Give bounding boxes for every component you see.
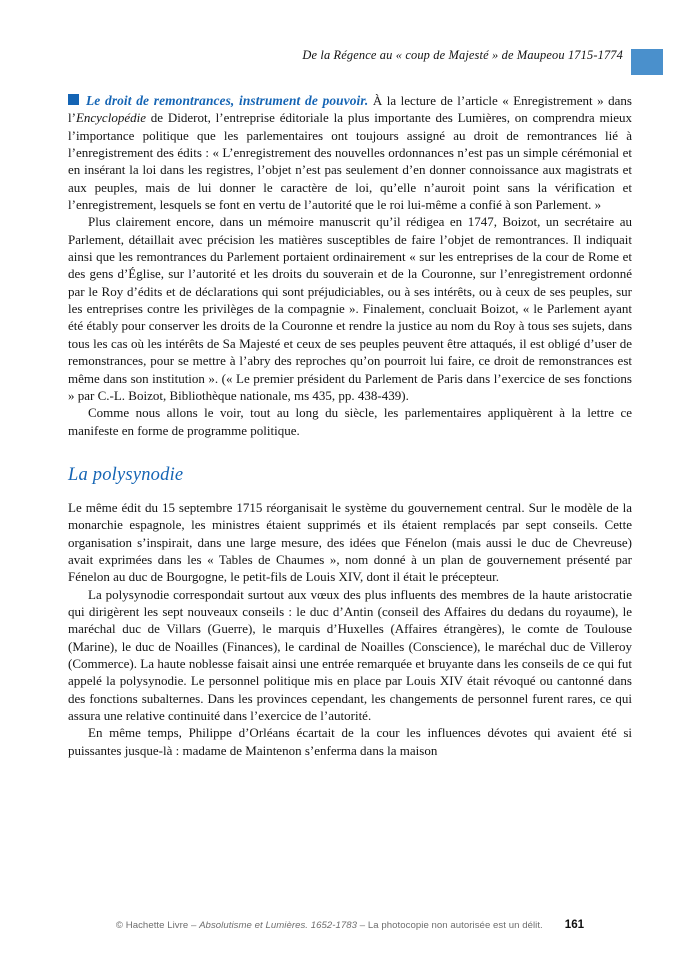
spacer-before-section-heading xyxy=(68,439,632,464)
paragraph-4: Le même édit du 15 septembre 1715 réorganisait le système du gouvernement central. Sur le modèle de la monarchie espagnole, les ministres étaient supprimés et ils étaient remplacés par sept conseils. Cette organisation s’inspirait, dans une large mesure, des idées que Fénelon (mais aussi le duc de Chevreuse) avait exprimées dans les « Tables de Chaumes », nom donné à un plan de gouvernement présenté par Fénelon au duc de Bourgogne, le petit-fils de Louis XIV, dont il était le précepteur. xyxy=(68,499,632,585)
spacer-after-section-heading xyxy=(68,486,632,499)
footer-copyright-suffix: – La photocopie non autorisée est un délit. xyxy=(357,920,543,931)
paragraph-lead xyxy=(68,92,632,213)
paragraph-5: La polysynodie correspondait surtout aux vœux des plus influents des membres de la haute aristocratie qui dirigèrent les sept nouveaux conseils : le duc d’Antin (conseil des Affaires du dedans du royaume), le maréchal duc de Villars (Guerre), le marquis d’Huxelles (Affaires étrangères), le comte de Toulouse (Marine), le duc de Noailles (Finances), le cardinal de Noailles (Conscience), le maréchal duc de Villeroy (Commerce). La haute noblesse faisait ainsi une entrée remarquée et bruyante dans les conseils de ce qui fut appelé la polysynodie. Le personnel politique mis en place par Louis XIV était révoqué ou cantonné dans des fonctions subalternes. Dans les provinces cependant, les changements de personnel furent rares, ce qui assura une relative continuité dans l’exercice de l’autorité. xyxy=(68,586,632,723)
footer-book-title: Absolutisme et Lumières. 1652-1783 xyxy=(199,920,358,931)
footer-copyright-prefix: © Hachette Livre – xyxy=(115,920,200,931)
page-footer xyxy=(68,918,632,931)
paragraph-6: En même temps, Philippe d’Orléans écartait de la cour les influences dévotes qui avaient été si puissantes jusque-là : madame de Maintenon s’enferma dans la maison xyxy=(68,725,632,758)
square-bullet-icon xyxy=(68,94,79,105)
section-heading-polysynodie: La polysynodie xyxy=(68,464,184,485)
paragraph-1-text-a: À la lecture de l’article « Enregistrement » dans l’ xyxy=(68,93,632,126)
footer-copyright xyxy=(116,920,543,931)
encyclopedie-title: Encyclopédie xyxy=(75,110,146,126)
paragraph-1-text-b: de Diderot, l’entreprise éditoriale la plus importante des Lumières, on comprendra mieux l’importance politique que les parlementaires ont toujours assigné au droit de remontrances lié à l’enregistrement des édits : « L’enregistrement des nouvelles ordonnances n’est pas un simple cérémonial et en insérant la loi dans les registres, l’objet n’est pas seulement d’en donner connoissance aux magistrats et aux peuples, mais de lui donner le caractère de loi, qu’elle n’auroit point sans la vérification et l’enregistrement, lesquels se font en vertu de l’autorité que le roi lui-même a confié à son Parlement. » xyxy=(68,110,632,213)
text-column xyxy=(68,92,632,759)
page-number: 161 xyxy=(564,918,585,931)
running-head: De la Régence au « coup de Majesté » de Maupeou 1715-1774 xyxy=(302,48,623,62)
paragraph-3: Comme nous allons le voir, tout au long du siècle, les parlementaires appliquèrent à la lettre ce manifeste en forme de programme politique. xyxy=(68,405,632,438)
lead-heading: Le droit de remontrances, instrument de pouvoir. xyxy=(86,93,369,108)
paragraph-2: Plus clairement encore, dans un mémoire manuscrit qu’il rédigea en 1747, Boizot, un secrétaire au Parlement, détaillait avec précision les matières susceptibles de faire l’objet de remontrances. Il indiquait ainsi que les remontrances du Parlement portaient ordinairement « sur les entreprises de la cour de Rome et des gens d’Église, sur l’autorité et les droits du souverain et de la Couronne, sur l’enregistrement ordonné par le Roy d’édits et de déclarations qui sont préjudiciables, ou à ses intérêts, ou à ceux de ses peuples, sur les entreprises contre les privilèges de la compagnie ». Finalement, concluait Boizot, « le Parlement ayant été étably pour conserver les droits de la Couronne et rendre la justice au nom du Roy à tous ses sujets, dans tous les cas où les intérêts de Sa Majesté et ceux de ses peuples peuvent être attaqués, il est obligé d’user de remonstrances, pour se mettre à l’abry des reproches qu’on pourroit lui faire, ce droit de remonstrances est même dans son institution ». (« Le premier président du Parlement de Paris dans l’exercice de ses fonctions » par C.-L. Boizot, Bibliothèque nationale, ms 435, pp. 438-439). xyxy=(68,214,632,403)
header-square-marker-icon xyxy=(631,49,663,75)
